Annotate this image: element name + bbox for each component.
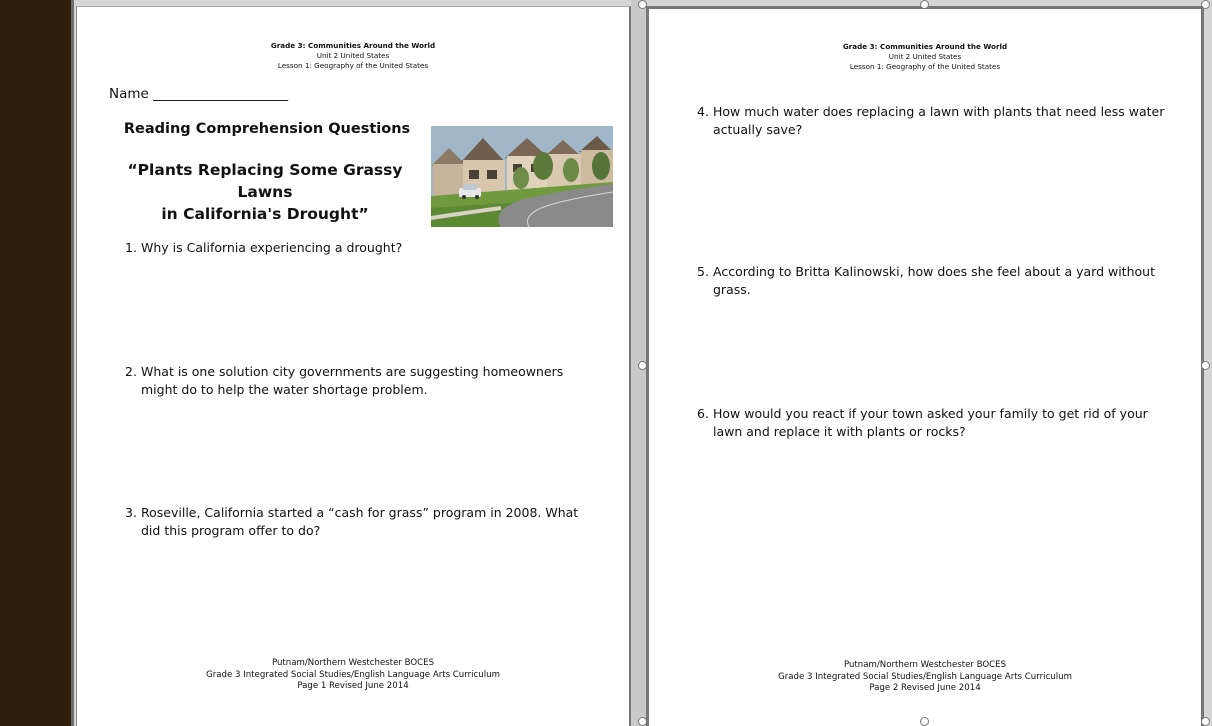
story-title xyxy=(115,159,415,225)
page-2-header xyxy=(649,42,1201,72)
question-3 xyxy=(125,504,595,540)
story-title-line-1: “Plants Replacing Some Grassy Lawns xyxy=(127,161,403,201)
footer-org-line: Putnam/Northern Westchester BOCES xyxy=(271,658,435,668)
header-grade-line: Grade 3: Communities Around the World xyxy=(842,42,1008,51)
resize-handle-middle-right[interactable] xyxy=(1201,361,1210,370)
name-field[interactable]: Name ____________________ xyxy=(109,86,289,102)
resize-handle-bottom-right[interactable] xyxy=(1201,717,1210,726)
question-1 xyxy=(125,239,595,257)
question-text: Why is California experiencing a drought? xyxy=(141,240,403,255)
footer-org-line: Putnam/Northern Westchester BOCES xyxy=(843,660,1007,670)
question-number: 5. xyxy=(697,264,709,279)
page-1-footer xyxy=(77,658,629,693)
document-sidebar xyxy=(0,0,74,726)
suburban-street-photo xyxy=(431,126,613,227)
header-lesson-line: Lesson 1: Geography of the United States xyxy=(849,62,1001,71)
footer-page-line: Page 1 Revised June 2014 xyxy=(297,681,409,691)
page-2[interactable] xyxy=(646,6,1204,726)
resize-handle-bottom-left[interactable] xyxy=(638,717,647,726)
header-unit-line: Unit 2 United States xyxy=(888,52,962,61)
question-5 xyxy=(697,263,1167,299)
resize-handle-bottom-center[interactable] xyxy=(920,717,929,726)
resize-handle-middle-left[interactable] xyxy=(638,361,647,370)
question-number: 6. xyxy=(697,406,709,421)
section-title: Reading Comprehension Questions xyxy=(123,121,411,137)
question-text: How would you react if your town asked your family to get rid of your lawn and replace it with plants or rocks? xyxy=(713,406,1148,439)
resize-handle-top-center[interactable] xyxy=(920,0,929,9)
resize-handle-top-left[interactable] xyxy=(638,0,647,9)
question-text: How much water does replacing a lawn with plants that need less water actually save? xyxy=(713,104,1165,137)
footer-curriculum-line: Grade 3 Integrated Social Studies/English Language Arts Curriculum xyxy=(778,671,1072,682)
question-number: 3. xyxy=(125,505,137,520)
footer-curriculum-line: Grade 3 Integrated Social Studies/English Language Arts Curriculum xyxy=(206,669,500,680)
question-number: 1. xyxy=(125,240,137,255)
page-1-header xyxy=(77,41,629,71)
page-1 xyxy=(76,6,631,726)
story-title-line-2: in California's Drought” xyxy=(161,205,369,223)
question-number: 4. xyxy=(697,104,709,119)
header-unit-line: Unit 2 United States xyxy=(316,51,390,60)
header-lesson-line: Lesson 1: Geography of the United States xyxy=(277,61,429,70)
question-2 xyxy=(125,363,595,399)
question-text: What is one solution city governments are suggesting homeowners might do to help the water shortage problem. xyxy=(141,364,564,397)
header-grade-line: Grade 3: Communities Around the World xyxy=(270,41,436,50)
question-number: 2. xyxy=(125,364,137,379)
question-text: Roseville, California started a “cash for grass” program in 2008. What did this program offer to do? xyxy=(141,505,579,538)
question-text: According to Britta Kalinowski, how does she feel about a yard without grass. xyxy=(713,264,1155,297)
page-2-footer xyxy=(649,660,1201,695)
footer-page-line: Page 2 Revised June 2014 xyxy=(869,683,981,693)
question-4 xyxy=(697,103,1167,139)
resize-handle-top-right[interactable] xyxy=(1201,0,1210,9)
question-6 xyxy=(697,405,1167,441)
